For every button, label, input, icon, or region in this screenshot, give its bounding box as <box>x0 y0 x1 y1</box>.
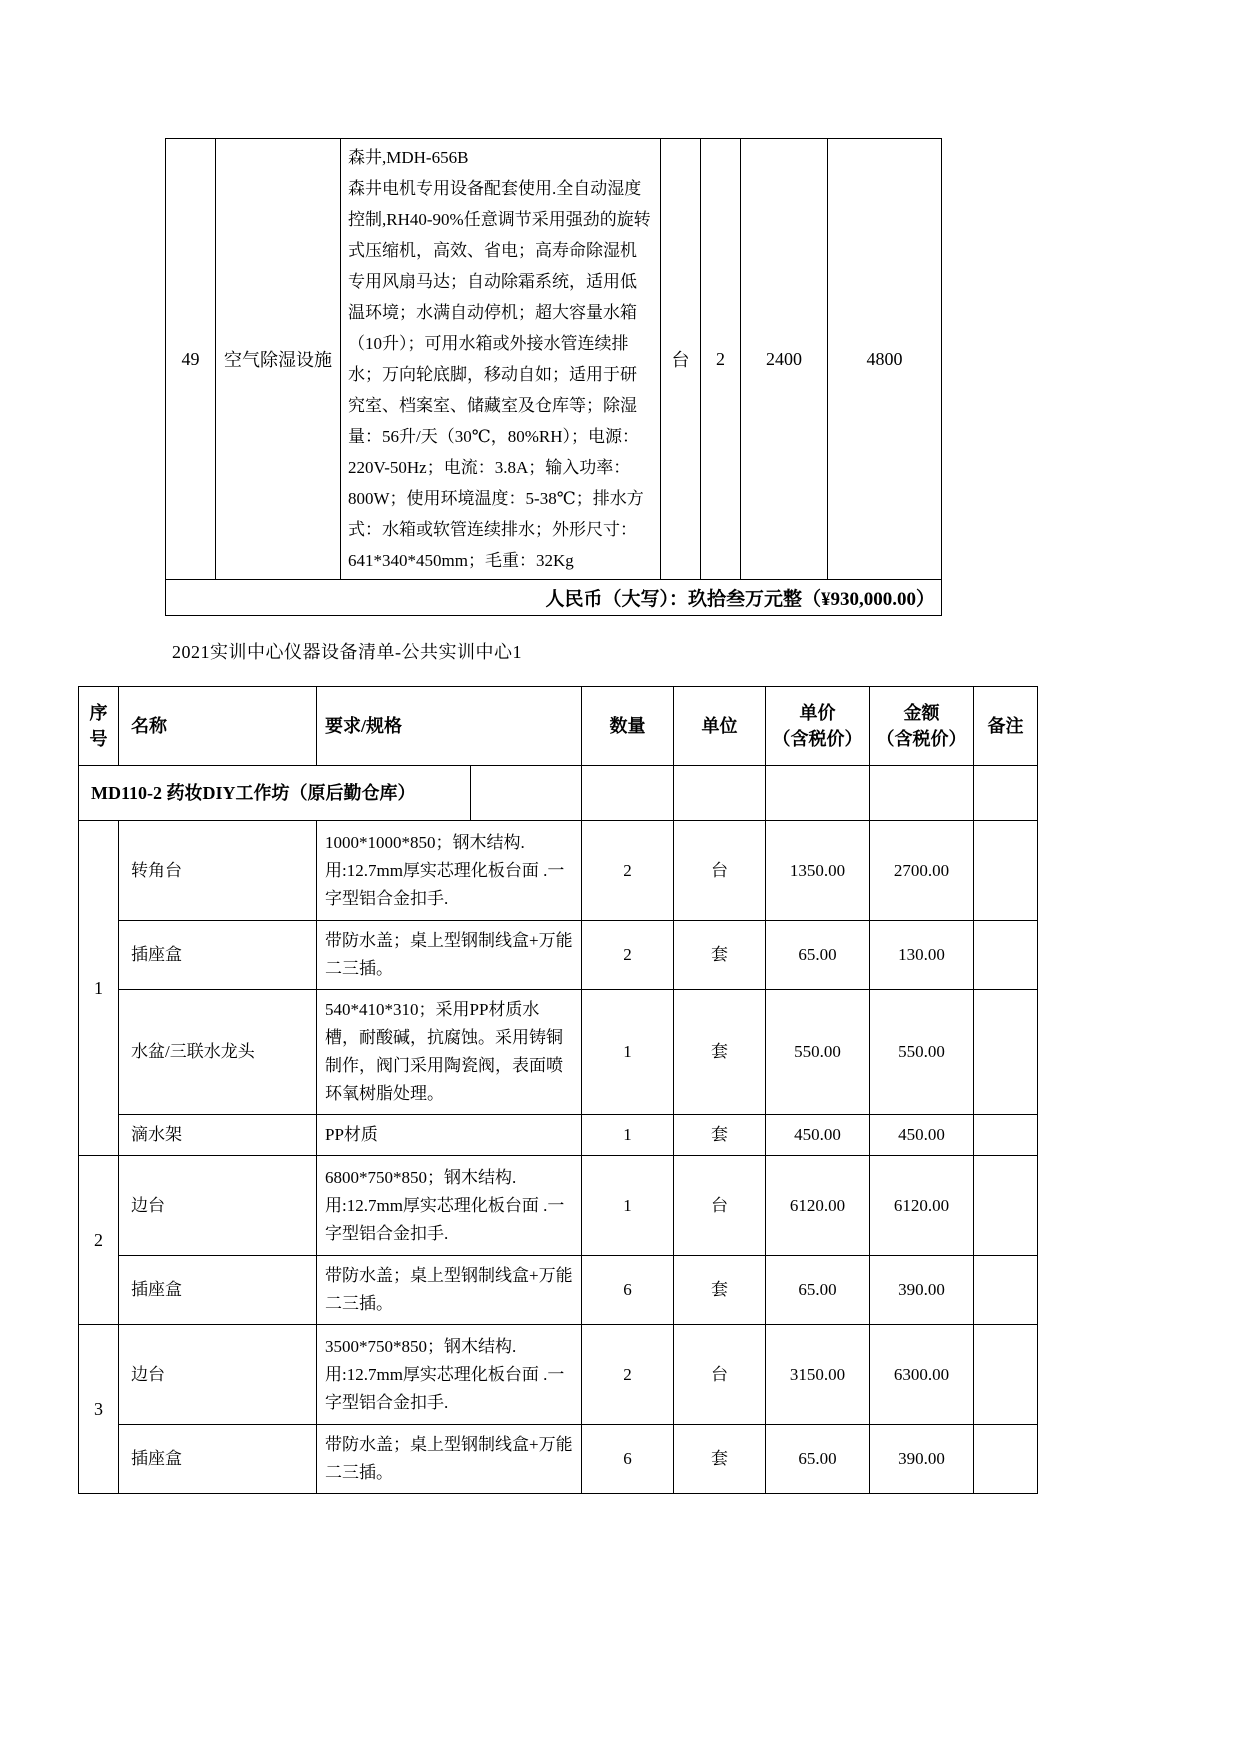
table-row <box>79 921 1038 990</box>
item-amount: 390.00 <box>870 1256 974 1325</box>
item-name: 空气除湿设施 <box>216 139 341 580</box>
item-spec: PP材质 <box>317 1115 582 1156</box>
group-number: 2 <box>79 1156 119 1325</box>
item-spec: 带防水盖；桌上型钢制线盒+万能二三插。 <box>317 921 582 990</box>
item-price: 2400 <box>741 139 828 580</box>
item-spec: 1000*1000*850；钢木结构.用:12.7mm厚实芯理化板台面 .一字型铝合金扣手. <box>317 821 582 921</box>
item-qty: 1 <box>582 1156 674 1256</box>
item-name: 转角台 <box>119 821 317 921</box>
item-unit: 套 <box>674 921 766 990</box>
item-qty: 2 <box>701 139 741 580</box>
item-name: 插座盒 <box>119 1256 317 1325</box>
item-note <box>974 1425 1038 1494</box>
item-name: 插座盒 <box>119 1425 317 1494</box>
item-unit: 套 <box>674 990 766 1115</box>
item-qty: 1 <box>582 1115 674 1156</box>
item-price: 550.00 <box>766 990 870 1115</box>
item-note <box>974 1115 1038 1156</box>
item-unit: 台 <box>674 1325 766 1425</box>
item-spec: 带防水盖；桌上型钢制线盒+万能二三插。 <box>317 1425 582 1494</box>
item-unit: 台 <box>661 139 701 580</box>
item-amount: 450.00 <box>870 1115 974 1156</box>
empty-cell <box>870 766 974 821</box>
item-qty: 6 <box>582 1425 674 1494</box>
item-spec: 6800*750*850；钢木结构.用:12.7mm厚实芯理化板台面 .一字型铝合金扣手. <box>317 1156 582 1256</box>
header-no: 序号 <box>79 687 119 766</box>
list-title: 2021实训中心仪器设备清单-公共实训中心1 <box>172 642 522 662</box>
section-title: MD110-2 药妆DIY工作坊（原后勤仓库） <box>79 766 471 820</box>
item-spec: 540*410*310；采用PP材质水槽，耐酸碱，抗腐蚀。采用铸铜制作，阀门采用陶瓷阀，表面喷环氧树脂处理。 <box>317 990 582 1115</box>
header-spec: 要求/规格 <box>317 687 582 766</box>
header-amount: 金额 （含税价） <box>870 687 974 766</box>
item-price: 6120.00 <box>766 1156 870 1256</box>
section-header-cell <box>79 766 582 821</box>
item-amount: 130.00 <box>870 921 974 990</box>
item-price: 65.00 <box>766 1425 870 1494</box>
spec-model: 森井,MDH-656B <box>348 148 469 167</box>
table-row <box>79 821 1038 921</box>
header-price: 单价 （含税价） <box>766 687 870 766</box>
item-name: 插座盒 <box>119 921 317 990</box>
section-header-row <box>79 766 1038 821</box>
total-amount-text: 人民币（大写）：玖拾叁万元整（¥930,000.00） <box>166 580 942 616</box>
item-spec: 带防水盖；桌上型钢制线盒+万能二三插。 <box>317 1256 582 1325</box>
item-spec: 3500*750*850；钢木结构.用:12.7mm厚实芯理化板台面 .一字型铝合金扣手. <box>317 1325 582 1425</box>
item-unit: 套 <box>674 1425 766 1494</box>
item-amount: 2700.00 <box>870 821 974 921</box>
table-row <box>79 1325 1038 1425</box>
item-note <box>974 1156 1038 1256</box>
item-qty: 2 <box>582 821 674 921</box>
table-row <box>79 990 1038 1115</box>
item-note <box>974 821 1038 921</box>
item-price: 1350.00 <box>766 821 870 921</box>
item-note <box>974 1256 1038 1325</box>
item-qty: 2 <box>582 921 674 990</box>
empty-cell <box>974 766 1038 821</box>
header-note: 备注 <box>974 687 1038 766</box>
item-qty: 1 <box>582 990 674 1115</box>
item-amount: 390.00 <box>870 1425 974 1494</box>
item-price: 450.00 <box>766 1115 870 1156</box>
item-unit: 台 <box>674 1156 766 1256</box>
equipment-list-table <box>78 686 1038 1494</box>
item-amount: 550.00 <box>870 990 974 1115</box>
item-qty: 2 <box>582 1325 674 1425</box>
item-price: 65.00 <box>766 921 870 990</box>
item-name: 边台 <box>119 1325 317 1425</box>
group-number: 3 <box>79 1325 119 1494</box>
table-row <box>79 1115 1038 1156</box>
equipment-table-continued <box>165 138 942 616</box>
table-row <box>79 1425 1038 1494</box>
item-amount: 4800 <box>828 139 942 580</box>
item-note <box>974 921 1038 990</box>
empty-cell <box>582 766 674 821</box>
row-number: 49 <box>166 139 216 580</box>
total-row <box>166 580 942 616</box>
item-name: 滴水架 <box>119 1115 317 1156</box>
item-price: 3150.00 <box>766 1325 870 1425</box>
header-unit: 单位 <box>674 687 766 766</box>
header-row <box>79 687 1038 766</box>
header-name: 名称 <box>119 687 317 766</box>
item-note <box>974 990 1038 1115</box>
item-amount: 6300.00 <box>870 1325 974 1425</box>
item-name: 水盆/三联水龙头 <box>119 990 317 1115</box>
item-unit: 台 <box>674 821 766 921</box>
header-qty: 数量 <box>582 687 674 766</box>
group-number: 1 <box>79 821 119 1156</box>
item-unit: 套 <box>674 1115 766 1156</box>
table-row-49 <box>166 139 942 580</box>
item-spec-cell <box>341 139 661 580</box>
item-qty: 6 <box>582 1256 674 1325</box>
empty-cell <box>674 766 766 821</box>
spec-detail: 森井电机专用设备配套使用.全自动湿度控制,RH40-90%任意调节采用强劲的旋转式压缩机，高效、省电；高寿命除湿机专用风扇马达；自动除霜系统，适用低温环境；水满自动停机；超大容量水箱（10升）；可用水箱或外接水管连续排水；万向轮底脚，移动自如；适用于研究室、档案室、储藏室及仓库等；除湿量：56升/天（30℃，80%RH）；电源：220V-50Hz；电流：3.8A；输入功率：800W；使用环境温度：5-38℃；排水方式：水箱或软管连续排水；外形尺寸：641*340*450mm；毛重：32Kg <box>348 179 651 570</box>
item-amount: 6120.00 <box>870 1156 974 1256</box>
item-price: 65.00 <box>766 1256 870 1325</box>
item-note <box>974 1325 1038 1425</box>
table-row <box>79 1256 1038 1325</box>
table-row <box>79 1156 1038 1256</box>
item-unit: 套 <box>674 1256 766 1325</box>
item-name: 边台 <box>119 1156 317 1256</box>
empty-cell <box>766 766 870 821</box>
